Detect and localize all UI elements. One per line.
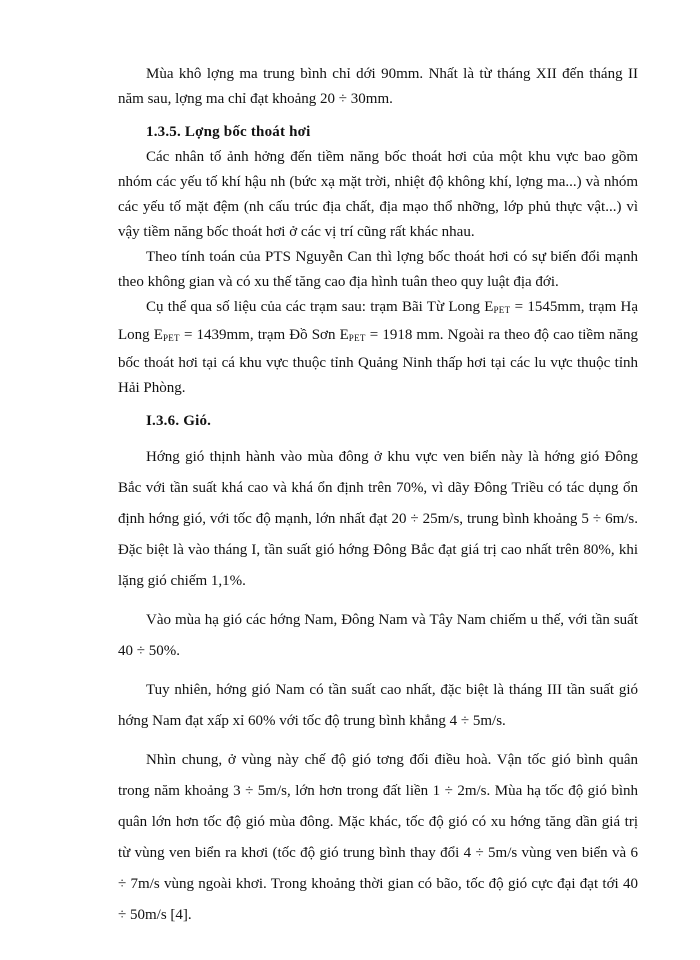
station-text-3: = 1439mm, trạm Đồ Sơn E <box>179 327 349 343</box>
paragraph-summer-wind: Vào mùa hạ gió các hớng Nam, Đông Nam và Tây Nam chiếm u thế, với tần suất 40 ÷ 50%. <box>118 612 638 659</box>
paragraph-dry-season-rainfall: Mùa khô lợng ma trung bình chỉ dới 90mm. Nhất là từ tháng XII đến tháng II năm sau, lợng ma chỉ đạt khoảng 20 ÷ 30mm. <box>118 66 638 107</box>
pet-subscript: PET <box>162 333 180 343</box>
station-text-2: = 1545mm, trạm Hạ Long E <box>118 299 639 343</box>
pet-subscript: PET <box>348 333 366 343</box>
station-text-1: Cụ thể qua số liệu của các trạm sau: trạm Bãi Từ Long E <box>146 299 494 315</box>
pet-subscript: PET <box>493 305 511 315</box>
paragraph-evapotranspiration-variation: Theo tính toán của PTS Nguyễn Can thì lợng bốc thoát hơi có sự biến đổi mạnh theo không gian và có xu thế tăng cao địa hình tuân theo quy luật địa đới. <box>118 249 638 290</box>
heading-wind: I.3.6. Gió. <box>146 413 212 429</box>
paragraph-winter-wind: Hớng gió thịnh hành vào mùa đông ở khu vực ven biển này là hớng gió Đông Bắc với tần suất khá cao và khá ổn định trên 70%, vì dãy Đông Triều có tác dụng ổn định hớng gió, với tốc độ mạnh, lớn nhất đạt 20 ÷ 25m/s, trung bình khoảng 5 ÷ 6m/s. Đặc biệt là vào tháng I, tần suất gió hớng Đông Bắc đạt giá trị cao nhất trên 80%, khi lặng gió chiếm 1,1%. <box>118 449 638 589</box>
paragraph-south-wind: Tuy nhiên, hớng gió Nam có tần suất cao nhất, đặc biệt là tháng III tần suất gió hớng Nam đạt xấp xỉ 60% với tốc độ trung bình khẳng 4 ÷ 5m/s. <box>118 682 638 729</box>
paragraph-wind-regime: Nhìn chung, ở vùng này chế độ gió tơng đối điều hoà. Vận tốc gió bình quân trong năm khoảng 3 ÷ 5m/s, lớn hơn trong đất liền 1 ÷ 2m/s. Mùa hạ tốc độ gió bình quân lớn hơn tốc độ gió mùa đông. Mặc khác, tốc độ gió có xu hớng tăng dần giá trị từ vùng ven biển ra khơi (tốc độ gió trung bình thay đổi 4 ÷ 5m/s vùng ven biển và 6 ÷ 7m/s vùng ngoài khơi. Trong khoảng thời gian có bão, tốc độ gió cực đại đạt tới 40 ÷ 50m/s [4]. <box>118 752 638 923</box>
station-text-4: = 1918 mm. Ngoài ra theo độ cao tiềm năng bốc thoát hơi tại cá khu vực thuộc tỉnh Quảng Ninh thấp hơi tại các lu vực thuộc tỉnh Hải Phòng. <box>118 327 638 396</box>
heading-evapotranspiration: 1.3.5. Lợng bốc thoát hơi <box>146 124 311 140</box>
paragraph-station-data <box>118 295 638 401</box>
paragraph-evapotranspiration-factors: Các nhân tố ảnh hởng đến tiềm năng bốc thoát hơi của một khu vực bao gồm nhóm các yếu tố khí hậu nh (bức xạ mặt trời, nhiệt độ không khí, lợng ma...) và nhóm các yếu tố mặt đệm (nh cấu trúc địa chất, địa mạo thổ nhỡng, lớp phủ thực vật...) vì vậy tiềm năng bốc thoát hơi ở các vị trí cũng rất khác nhau. <box>118 149 638 240</box>
document-page <box>118 62 638 931</box>
